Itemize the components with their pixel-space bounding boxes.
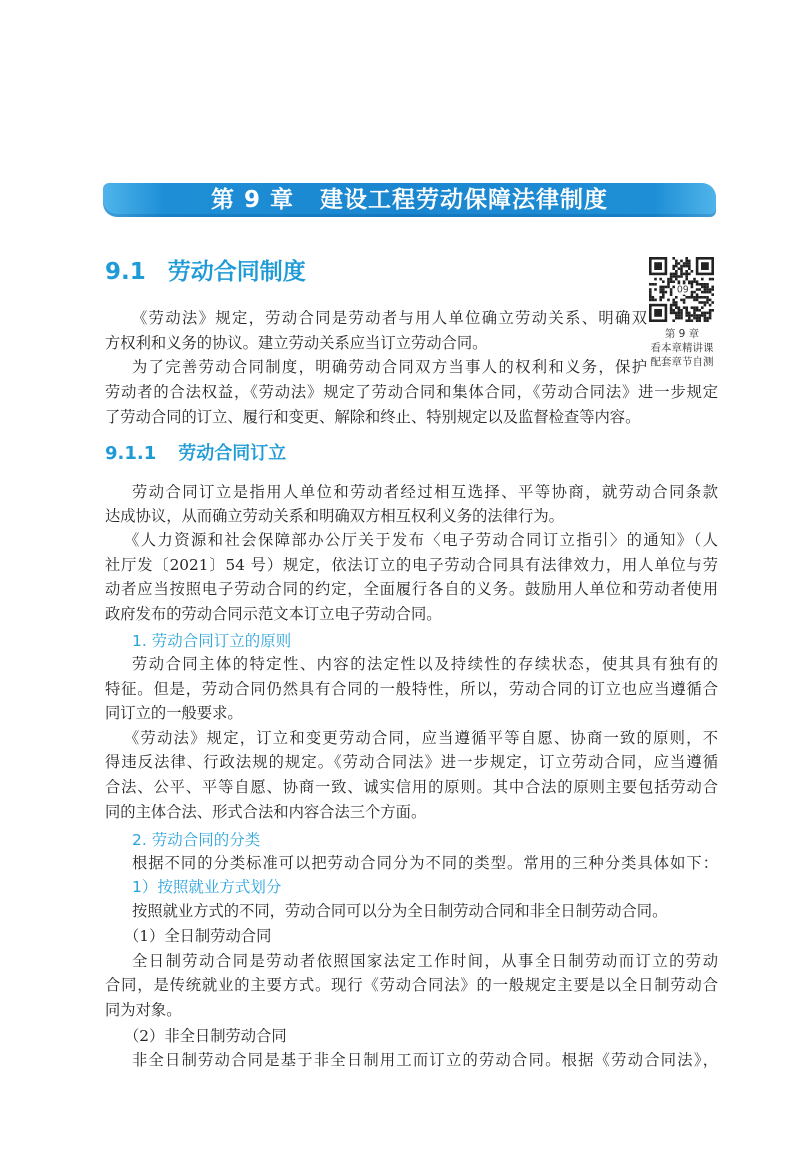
- paragraph-line: 政府发布的劳动合同示范文本订立电子劳动合同。: [105, 605, 442, 623]
- employment-mode-heading: 1）按照就业方式划分: [132, 878, 282, 896]
- paragraph-line: 按照就业方式的不同，劳动合同可以分为全日制劳动合同和非全日制劳动合同。: [132, 902, 668, 920]
- qr-caption-line: 第 9 章: [664, 328, 700, 340]
- paragraph-line: 劳动者的合法权益，《劳动法》规定了劳动合同和集体合同，《劳动合同法》进一步规定: [105, 383, 718, 401]
- paragraph-line: 同订立的一般要求。: [105, 704, 243, 722]
- paragraph-line: 同的主体合法、形式合法和内容合法三个方面。: [105, 803, 427, 821]
- section-heading: [105, 256, 306, 288]
- paragraph-line: 特征。但是，劳动合同仍然具有合同的一般特性，所以，劳动合同的订立也应当遵循合: [105, 680, 718, 698]
- classification-heading: 2. 劳动合同的分类: [132, 831, 261, 849]
- paragraph-line: 动者应当按照电子劳动合同的约定，全面履行各自的义务。鼓励用人单位和劳动者使用: [105, 580, 718, 598]
- qr-code[interactable]: [649, 257, 714, 322]
- section-number: 9.1: [105, 259, 146, 285]
- chapter-number: 第 9 章: [210, 187, 295, 213]
- chapter-banner: [103, 183, 716, 217]
- full-time-heading: （1）全日制劳动合同: [124, 927, 272, 945]
- paragraph-line: 《人力资源和社会保障部办公厅关于发布〈电子劳动合同订立指引〉的通知》（人: [124, 531, 718, 549]
- paragraph-line: 为了完善劳动合同制度，明确劳动合同双方当事人的权利和义务，保护: [132, 358, 647, 376]
- paragraph-line: 《劳动法》规定，订立和变更劳动合同，应当遵循平等自愿、协商一致的原则，不: [124, 729, 718, 747]
- paragraph-line: 达成协议，从而确立劳动关系和明确双方相互权利义务的法律行为。: [105, 507, 564, 525]
- paragraph-line: 合法、公平、平等自愿、协商一致、诚实信用的原则。其中合法的原则主要包括劳动合: [105, 778, 718, 796]
- qr-caption-line: 看本章精讲课: [650, 342, 714, 354]
- subsection-heading: [105, 441, 286, 467]
- part-time-heading: （2）非全日制劳动合同: [124, 1027, 287, 1045]
- paragraph-line: 合同，是传统就业的主要方式。现行《劳动合同法》的一般规定主要是以全日制劳动合: [105, 976, 718, 994]
- paragraph-line: 全日制劳动合同是劳动者依照国家法定工作时间，从事全日制劳动而订立的劳动: [132, 952, 718, 970]
- paragraph-line: 同为对象。: [105, 1001, 182, 1019]
- paragraph-line: 方权利和义务的协议。建立劳动关系应当订立劳动合同。: [105, 334, 488, 352]
- paragraph-line: 了劳动合同的订立、履行和变更、解除和终止、特别规定以及监督检查等内容。: [105, 408, 641, 426]
- qr-caption-line: 配套章节自测: [650, 356, 714, 368]
- principles-heading: 1. 劳动合同订立的原则: [132, 632, 292, 650]
- paragraph-line: 劳动合同主体的特定性、内容的法定性以及持续性的存续状态，使其具有独有的: [132, 655, 718, 673]
- chapter-title: [103, 183, 716, 217]
- paragraph-line: 劳动合同订立是指用人单位和劳动者经过相互选择、平等协商，就劳动合同条款: [132, 483, 718, 501]
- paragraph-line: 《劳动法》规定，劳动合同是劳动者与用人单位确立劳动关系、明确双: [132, 309, 647, 327]
- paragraph-line: 非全日制劳动合同是基于非全日制用工而订立的劳动合同。根据《劳动合同法》，: [132, 1051, 718, 1069]
- paragraph-line: 社厅发〔2021〕54 号）规定，依法订立的电子劳动合同具有法律效力，用人单位与劳: [105, 556, 718, 574]
- subsection-title: 劳动合同订立: [178, 443, 287, 464]
- paragraph-line: 根据不同的分类标准可以把劳动合同分为不同的类型。常用的三种分类具体如下：: [132, 854, 718, 872]
- qr-label: 09: [676, 284, 689, 296]
- section-title: 劳动合同制度: [167, 259, 306, 285]
- subsection-number: 9.1.1: [105, 443, 157, 464]
- chapter-name: 建设工程劳动保障法律制度: [320, 187, 609, 213]
- paragraph-line: 得违反法律、行政法规的规定。《劳动合同法》进一步规定，订立劳动合同，应当遵循: [105, 753, 718, 771]
